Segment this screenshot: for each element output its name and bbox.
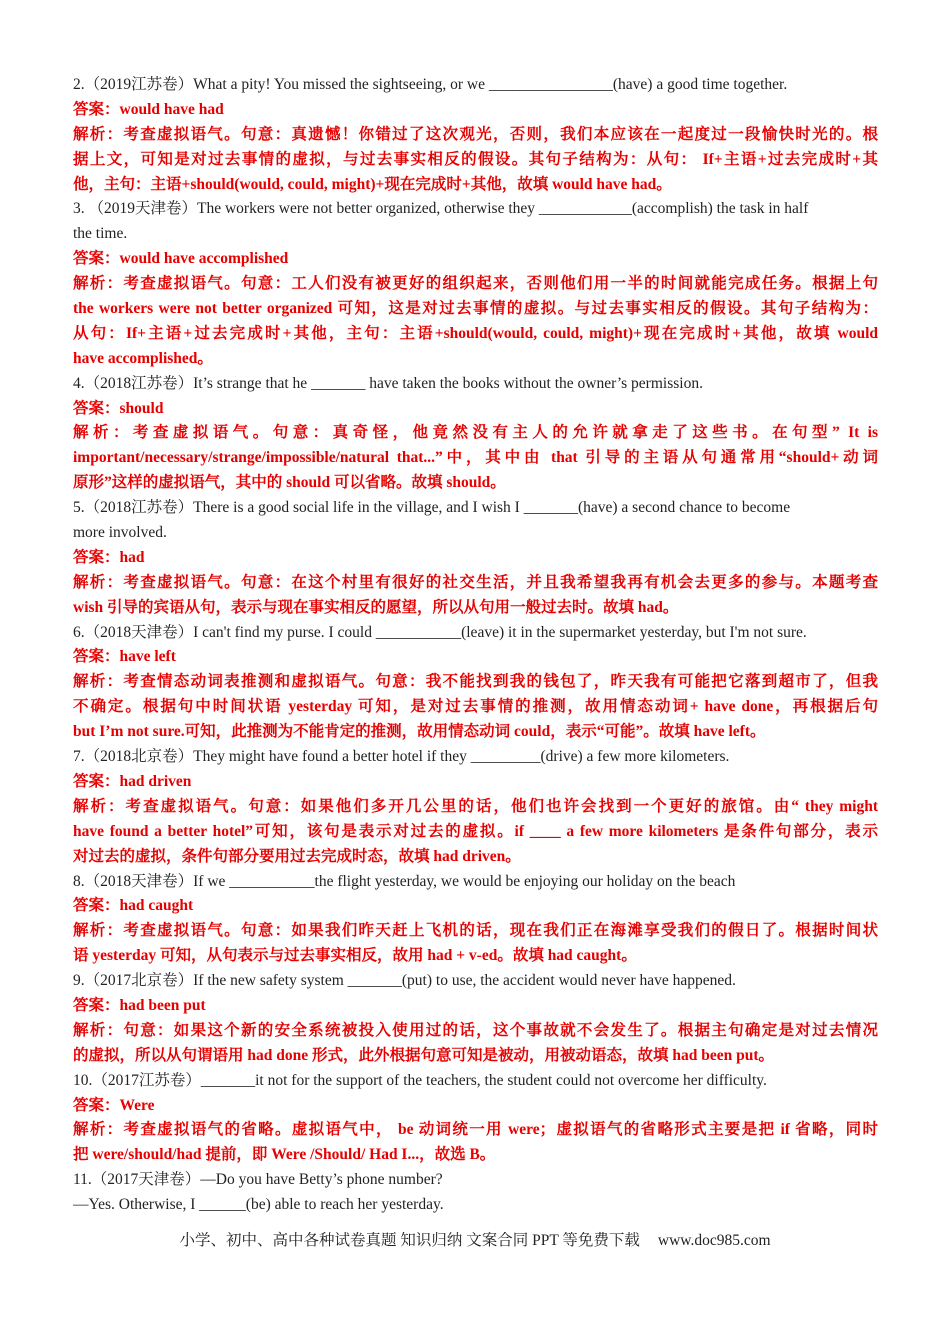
explanation-line: wish 引导的宾语从句，表示与现在事实相反的愿望，所以从句用一般过去时。故填 had。 <box>73 598 679 616</box>
explanation-line: 不确定。根据句中时间状语 yesterday 可知，是对过去事情的推测，故用情态动词+ have done，再根据后句 <box>73 698 878 716</box>
question-line: 6.（2018天津卷）I can't find my purse. I could ___________(leave) it in the supermarket yesterday, but I'm not sure. <box>73 623 807 641</box>
question-line: 8.（2018天津卷）If we ___________the flight yesterday, we would be enjoying our holiday on the beach <box>73 872 736 890</box>
explanation-line: 的虚拟，所以从句谓语用 had done 形式，此外根据句意可知是被动，用被动语态，故填 had been put。 <box>73 1046 775 1064</box>
answer-line: 答案：would have had <box>73 100 224 118</box>
explanation-line: have found a better hotel”可知，该句是表示对过去的虚拟。if ____ a few more kilometers 是条件句部分，表示 <box>73 822 878 840</box>
question-line: 7.（2018北京卷）They might have found a better hotel if they _________(drive) a few more kilometers. <box>73 748 730 766</box>
explanation-line: 解析：考查虚拟语气。句意：在这个村里有很好的社交生活，并且我希望我再有机会去更多的参与。本题考查 <box>73 573 878 591</box>
question-line: —Yes. Otherwise, I ______(be) able to reach her yesterday. <box>73 1196 444 1214</box>
question-line: 10.（2017江苏卷）_______it not for the support of the teachers, the student could not overcome her difficulty. <box>73 1071 767 1089</box>
question-line: 5.（2018江苏卷）There is a good social life in the village, and I wish I _______(have) a second chance to become <box>73 499 791 517</box>
explanation-line: 据上文，可知是对过去事情的虚拟，与过去事实相反的假设。其句子结构为：从句： If+主语+过去完成时+其 <box>73 150 878 168</box>
explanation-line: 解析：句意：如果这个新的安全系统被投入使用过的话，这个事故就不会发生了。根据主句确定是对过去情况 <box>73 1021 878 1039</box>
explanation-line: 把 were/should/had 提前，即 Were /Should/ Had I...，故选 B。 <box>73 1146 496 1164</box>
question-line: 3. （2019天津卷）The workers were not better organized, otherwise they ____________(accomplish) the task in half <box>73 200 809 218</box>
question-line: 11.（2017天津卷）—Do you have Betty’s phone number? <box>73 1171 443 1189</box>
question-line: 2.（2019江苏卷）What a pity! You missed the sightseeing, or we ________________(have) a good time together. <box>73 76 788 93</box>
explanation-line: the workers were not better organized 可知，这是对过去事情的虚拟。与过去事实相反的假设。其句子结构为： <box>73 300 878 318</box>
explanation-line: but I’m not sure.可知，此推测为不能肯定的推测，故用情态动词 could，表示“可能”。故填 have left。 <box>73 723 766 741</box>
explanation-line: 对过去的虚拟，条件句部分要用过去完成时态，故填 had driven。 <box>73 847 521 865</box>
question-line: the time. <box>73 225 128 243</box>
explanation-line: 从句：If+主语+过去完成时+其他，主句：主语+should(would, could, might)+现在完成时+其他，故填 would <box>73 324 878 342</box>
explanation-line: 解析：考查虚拟语气的省略。虚拟语气中， be 动词统一用 were；虚拟语气的省略形式主要是把 if 省略，同时 <box>73 1121 878 1139</box>
exercise-list <box>73 73 878 1218</box>
footer-text: 小学、初中、高中各种试卷真题 知识归纳 文案合同 PPT 等免费下载 <box>179 1232 640 1249</box>
answer-line: 答案：had driven <box>73 772 192 790</box>
explanation-line: 解析：考查虚拟语气。句意：如果我们昨天赶上飞机的话，现在我们正在海滩享受我们的假日了。根据时间状 <box>73 922 878 940</box>
answer-line: 答案：would have accomplished <box>73 250 289 268</box>
answer-line: 答案：had been put <box>73 996 206 1014</box>
question-line: 9.（2017北京卷）If the new safety system _______(put) to use, the accident would never have happened. <box>73 972 736 990</box>
footer-website: www.doc985.com <box>657 1232 771 1249</box>
explanation-line: 他，主句：主语+should(would, could, might)+现在完成时+其他，故填 would have had。 <box>73 175 672 193</box>
answer-line: 答案：Were <box>73 1096 155 1114</box>
answer-line: 答案：should <box>73 399 164 417</box>
page-footer <box>0 1228 950 1250</box>
explanation-line: 解析：考查虚拟语气。句意：真遗憾！你错过了这次观光，否则，我们本应该在一起度过一段愉快时光的。根 <box>73 125 878 143</box>
question-line: more involved. <box>73 524 167 542</box>
answer-line: 答案：had <box>73 548 145 566</box>
explanation-line: 语 yesterday 可知，从句表示与过去事实相反，故用 had + v-ed。故填 had caught。 <box>73 947 637 965</box>
explanation-line: have accomplished。 <box>73 349 213 367</box>
answer-line: 答案：had caught <box>73 897 194 915</box>
explanation-line: 解析：考查虚拟语气。句意：真奇怪，他竟然没有主人的允许就拿走了这些书。在句型” It is <box>73 424 878 442</box>
explanation-line: important/necessary/strange/impossible/natural that...”中，其中由 that 引导的主语从句通常用“should+动词 <box>73 449 878 467</box>
question-line: 4.（2018江苏卷）It’s strange that he _______ have taken the books without the owner’s permission. <box>73 374 703 392</box>
explanation-line: 原形”这样的虚拟语气，其中的 should 可以省略。故填 should。 <box>73 474 506 492</box>
explanation-line: 解析：考查虚拟语气。句意：如果他们多开几公里的话，他们也许会找到一个更好的旅馆。由“ they might <box>73 797 878 815</box>
answer-line: 答案：have left <box>73 648 176 666</box>
explanation-line: 解析：考查虚拟语气。句意：工人们没有被更好的组织起来，否则他们用一半的时间就能完成任务。根据上句 <box>73 275 878 293</box>
explanation-line: 解析：考查情态动词表推测和虚拟语气。句意：我不能找到我的钱包了，昨天我有可能把它落到超市了，但我 <box>73 673 878 691</box>
